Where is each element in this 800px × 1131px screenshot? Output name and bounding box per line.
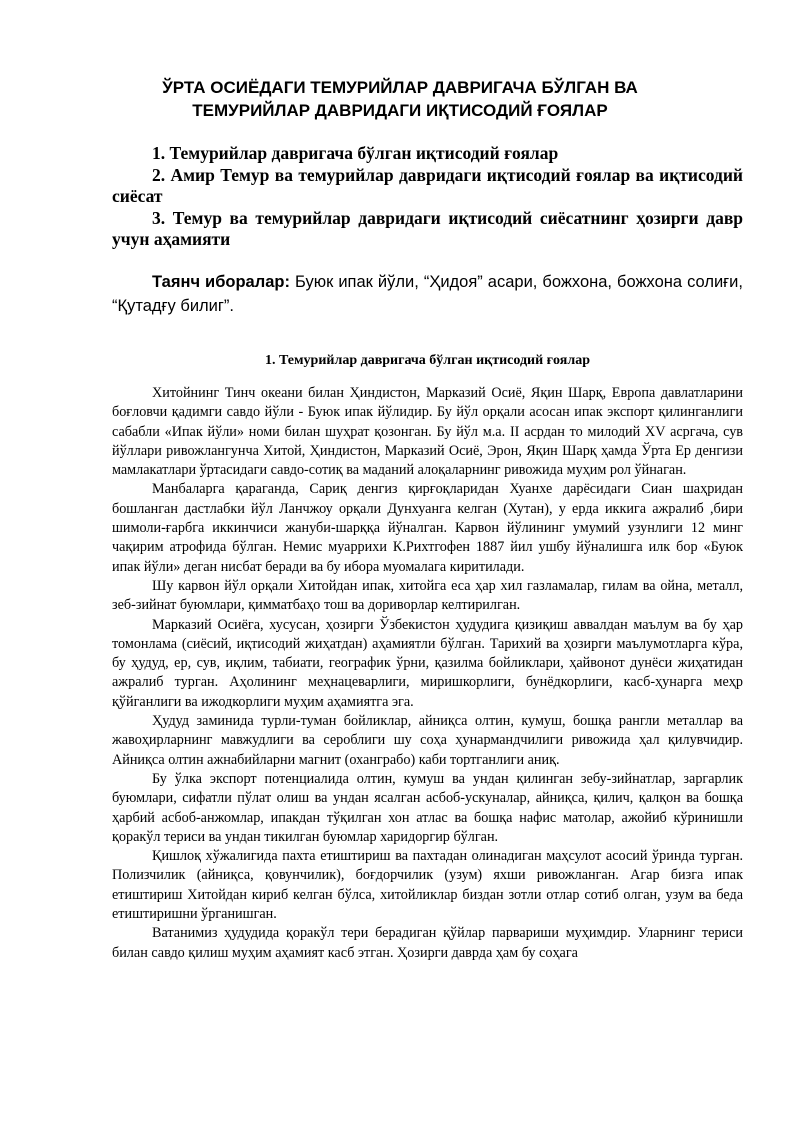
paragraph: Марказий Осиёга, хусусан, ҳозирги Ўзбекистон ҳудудига қизиқиш аввалдан маълум ва бу ҳар томонлама (сиёсий, иқтисодий жиҳатдан) аҳамиятли бўлган. Тарихий ва ҳозирги маълумотларга кўра, бу ҳудуд, ер, сув, иқлим, табиати, географик ўрни, қазилма бойликлари, ҳайвонот дунёси жиҳатидан ажралиб турган. Аҳолининг меҳнацеварлиги, миришкорлиги, бунёдкорлиги, касб-ҳунарга меҳр қўйганлиги ва ижодкорлиги муҳим аҳамиятга эга. (112, 616, 743, 710)
paragraph: Шу карвон йўл орқали Хитойдан ипак, хитойга еса ҳар хил газламалар, гилам ва ойна, металл, зеб-зийнат буюмлари, қимматбаҳо тош ва дориворлар келтирилган. (112, 577, 743, 614)
keywords-paragraph (112, 270, 743, 318)
keywords-label: Таянч иборалар: (152, 273, 290, 291)
body-text (112, 384, 743, 963)
title-line-1: ЎРТА ОСИЁДАГИ ТЕМУРИЙЛАР ДАВРИГАЧА БЎЛГАН ВА (162, 78, 638, 97)
lecture-plan (112, 143, 743, 251)
paragraph: Ҳудуд заминида турли-туман бойликлар, айниқса олтин, кумуш, бошқа рангли металлар ва жавоҳирларнинг мавжудлиги ва сероблиги шу соҳа ҳунармандчилиги ривожида ҳал қилувчидир. Айниқса олтин ажнабийларни магнит (оханграбо) каби тортганлиги аниқ. (112, 713, 743, 768)
paragraph: Бу ўлка экспорт потенциалида олтин, кумуш ва ундан қилинган зебу-зийнатлар, заргарлик буюмлари, сифатли пўлат олиш ва ундан ясалган асбоб-ускуналар, айниқса, қилич, қалқон ва бошқа ҳарбий асбоб-анжомлар, ипакдан тўқилган хон атлас ва бошқа нафис матолар, ажойиб кўринишли қоракўл териси ва ундан тикилган буюмлар харидоргир бўлган. (112, 770, 743, 845)
paragraph: Ватанимиз ҳудудида қоракўл тери берадиган қўйлар парвариши муҳимдир. Уларнинг териси билан савдо қилиш муҳим аҳамият касб этган. Ҳозирги даврда ҳам бу соҳага (112, 925, 743, 961)
paragraph: Хитойнинг Тинч океани билан Ҳиндистон, Марказий Осиё, Яқин Шарқ, Европа давлатларини боғловчи қадимги савдо йўли - Буюк ипак йўлидир. Бу йўл орқали асосан ипак экспорт қилинганлиги сабабли «Ипак йўли» номи билан шуҳрат қозонган. Бу йўл м.а. II асрдан то милодий XV асргача, сув йўллари ривожлангунча Хитой, Ҳиндистон, Марказий Осиё, Эрон, Яқин Шарқ ҳамда Ўрта Ер денгизи мамлакатлари ўртасидаги савдо-сотиқ ва маданий алоқаларнинг ривожида муҳим рол ўйнаган. (112, 385, 743, 479)
paragraph: Қишлоқ хўжалигида пахта етиштириш ва пахтадан олинадиган маҳсулот асосий ўринда турган. Полизчилик (айниқса, қовунчилик), боғдорчилик (узум) яхши ривожланган. Агар бизга ипак етиштириш Хитойдан кириб келган бўлса, хитойликлар биздан зотли отлар сотиб олган, узум ва беда етиштиришни ўрганишган. (112, 848, 743, 923)
title-line-2: ТЕМУРИЙЛАР ДАВРИДАГИ ИҚТИСОДИЙ ҒОЯЛАР (192, 101, 608, 120)
paragraph: Манбаларга қараганда, Сариқ денгиз қирғоқларидан Хуанхе дарёсидаги Сиан шаҳридан бошланган дастлабки йўл Ланчжоу орқали Дунхуанга келган (Хутан), у ерда иккига ажралиб ,бири шимоли-ғарбга иккинчиси жануби-шарққа йўналган. Карвон йўлининг умумий узунлиги 12 минг чақирим атрофида бўлган. Немис муаррихи К.Рихтгофен 1887 йил ушбу йўналишга илк бор «Буюк ипак йўли» деган нисбат беради ва бу ибора муомалага киритилади. (112, 481, 743, 575)
plan-item-1: 1. Темурийлар давригача бўлган иқтисодий ғоялар (152, 143, 559, 163)
document-title (110, 76, 690, 122)
plan-item-3: 3. Темур ва темурийлар давридаги иқтисодий сиёсатнинг ҳозирги давр учун аҳамияти (112, 207, 743, 249)
section-heading: 1. Темурийлар давригача бўлган иқтисодий ғоялар (265, 353, 590, 368)
keywords-text: Буюк ипак йўли, “Ҳидоя” асари, божхона, божхона солиғи, “Қутадғу билиг”. (112, 273, 743, 315)
plan-item-2: 2. Амир Темур ва темурийлар давридаги иқтисодий ғоялар ва иқтисодий сиёсат (112, 164, 743, 206)
